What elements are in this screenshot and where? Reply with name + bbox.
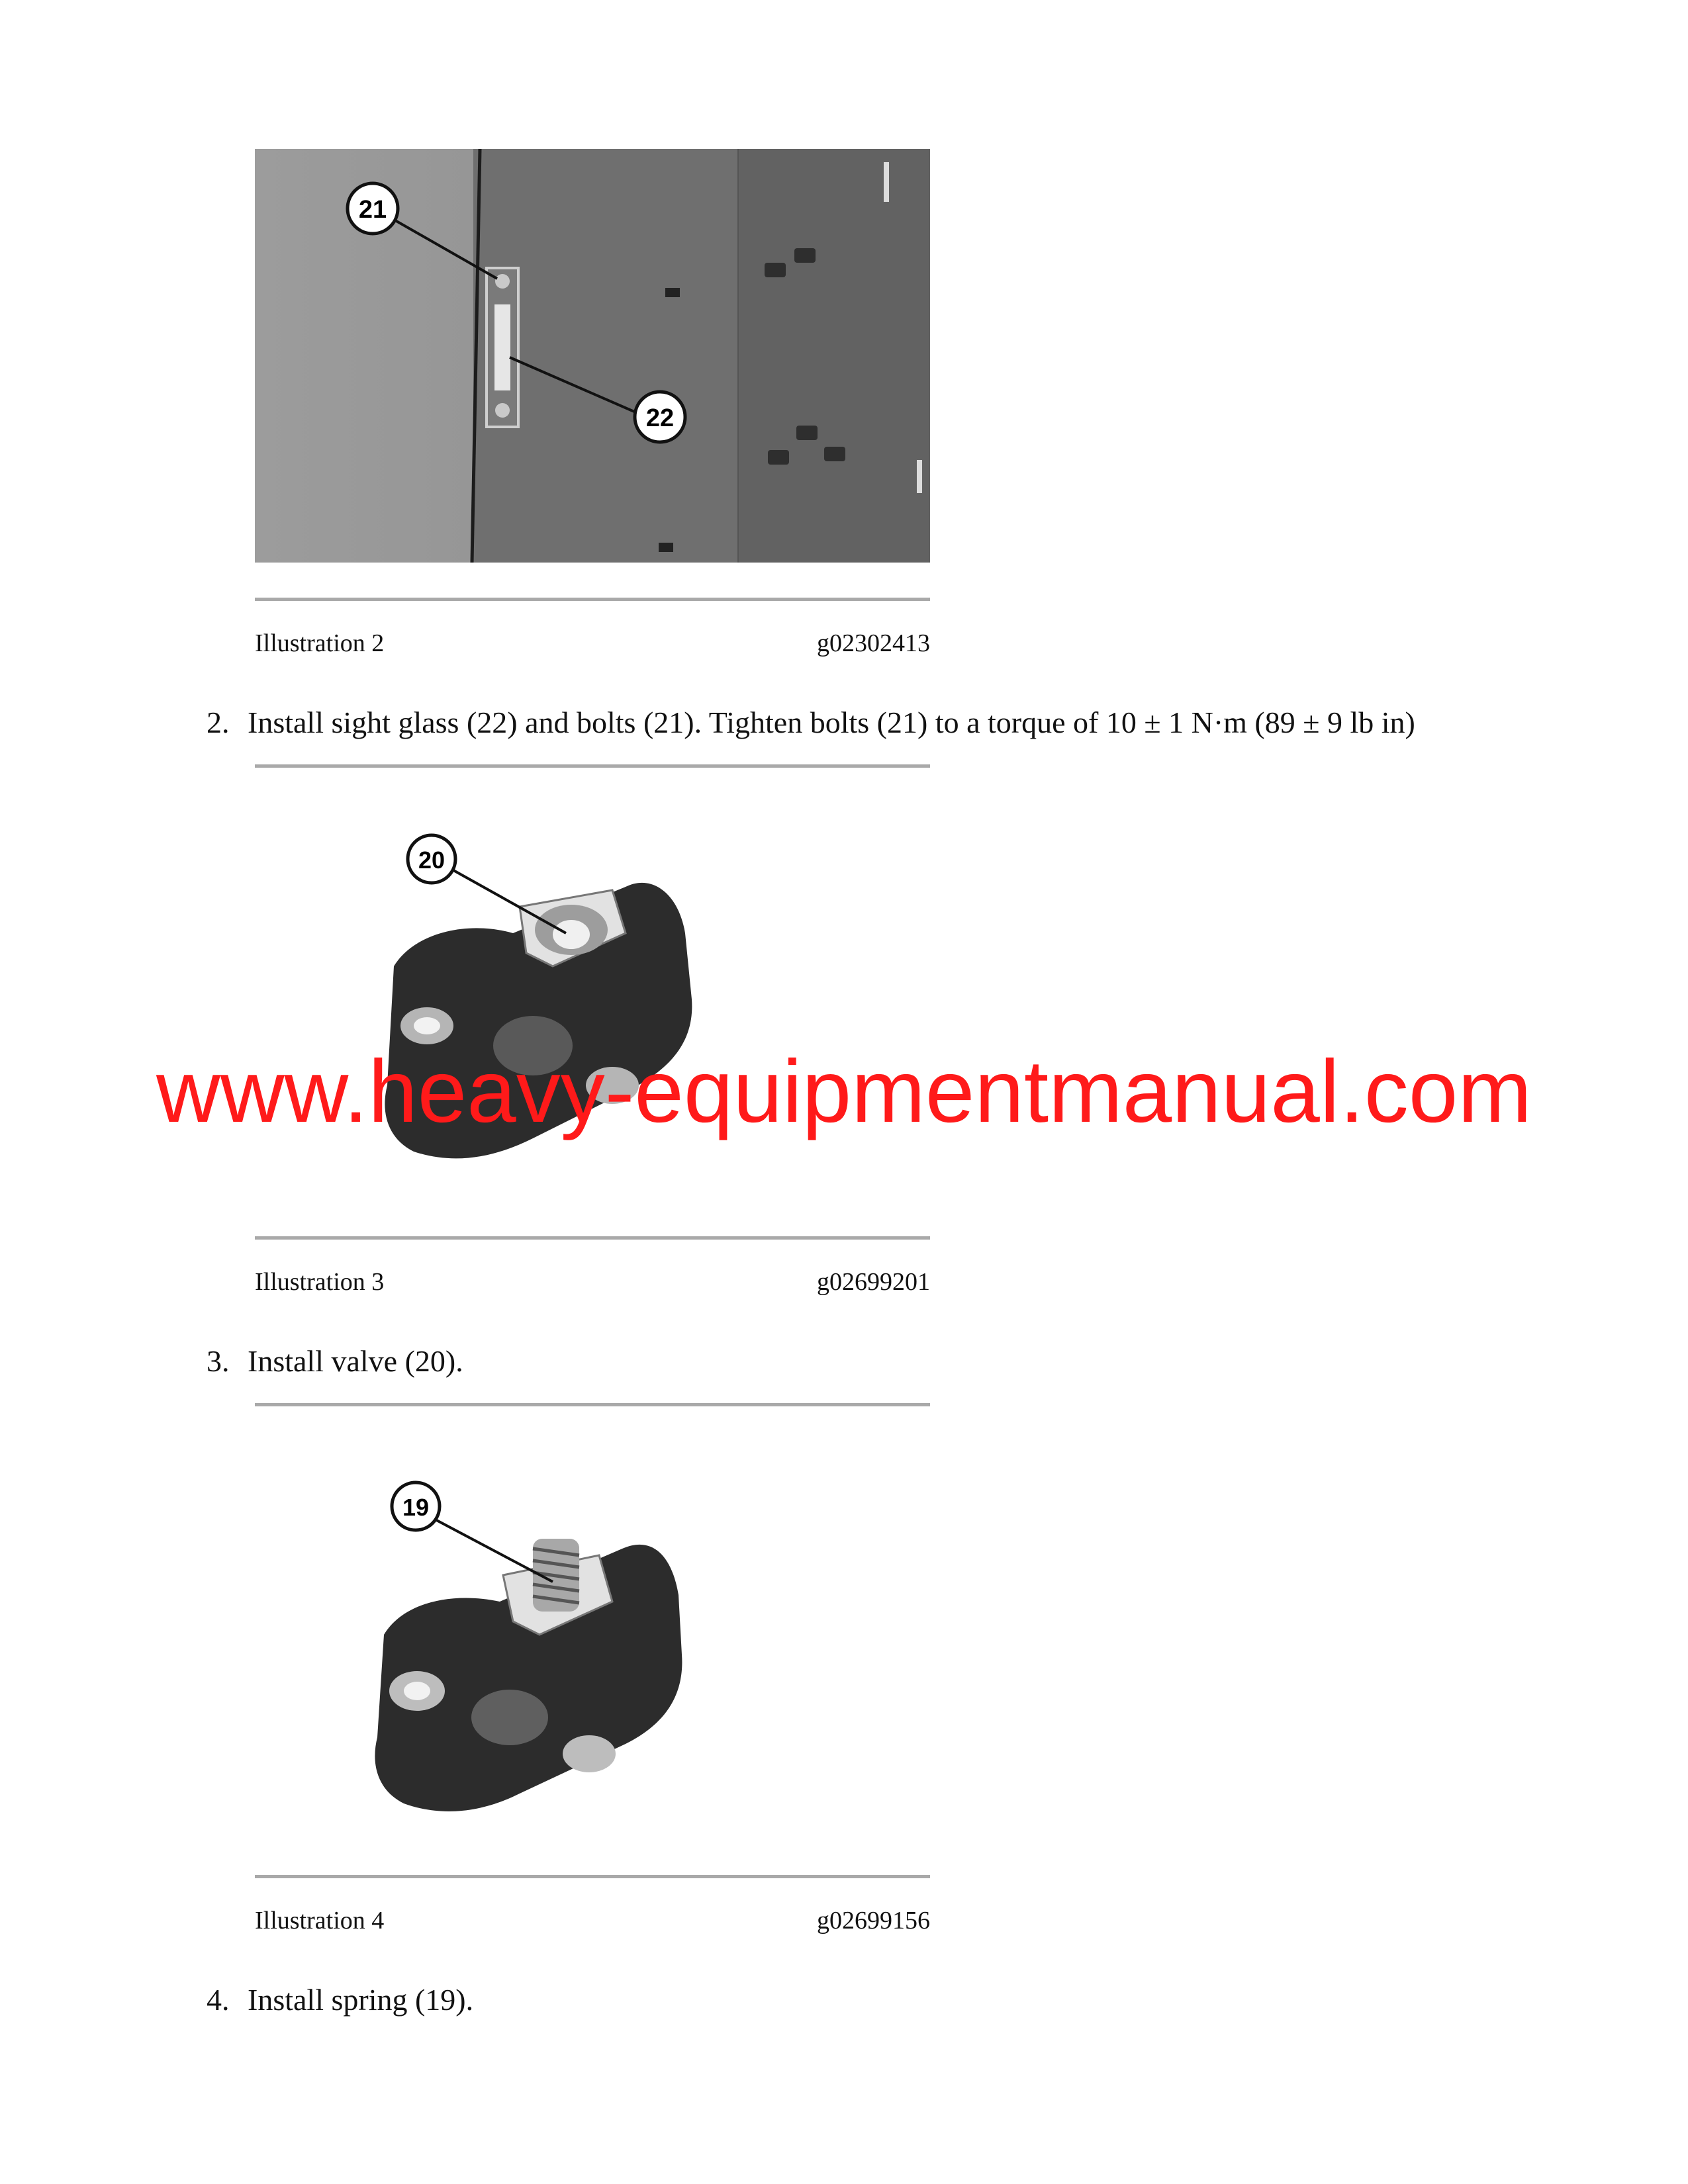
illustration-4-image xyxy=(255,1423,930,1833)
illustration-4-caption xyxy=(255,1906,930,1935)
figure-rule-top xyxy=(255,764,930,768)
caption-code: g02699156 xyxy=(817,1907,930,1934)
callout-21 xyxy=(348,183,398,234)
caption-label: Illustration 4 xyxy=(255,1907,385,1934)
step-4 xyxy=(207,1982,473,2017)
step-3 xyxy=(207,1343,463,1379)
figure-rule-bottom xyxy=(255,598,930,601)
svg-text:22: 22 xyxy=(645,404,675,432)
sight-glass-drawing xyxy=(255,149,930,563)
figure-rule-bottom xyxy=(255,1236,930,1240)
step-number: 3. xyxy=(207,1344,230,1378)
spring-housing-drawing xyxy=(255,1423,930,1833)
callout-20 xyxy=(408,835,455,883)
illustration-2-image xyxy=(255,149,930,563)
watermark-url: www.heavy-equipmentmanual.com xyxy=(156,1042,1532,1141)
caption-label: Illustration 3 xyxy=(255,1268,385,1296)
caption-label: Illustration 2 xyxy=(255,629,385,657)
step-text: Install sight glass (22) and bolts (21). Tighten bolts (21) to a torque of 10 ± 1 N·m (89 ± 9 lb in) xyxy=(248,705,1415,739)
caption-code: g02699201 xyxy=(817,1268,930,1296)
step-number: 2. xyxy=(207,705,230,739)
step-number: 4. xyxy=(207,1983,230,2017)
illustration-3-caption xyxy=(255,1267,930,1297)
step-text: Install spring (19). xyxy=(248,1983,474,2017)
caption-code: g02302413 xyxy=(817,629,930,657)
figure-rule-top xyxy=(255,1403,930,1406)
svg-text:19: 19 xyxy=(402,1494,430,1521)
step-2 xyxy=(207,705,1415,740)
step-text: Install valve (20). xyxy=(248,1344,463,1378)
svg-text:20: 20 xyxy=(418,846,445,874)
svg-text:21: 21 xyxy=(358,196,387,224)
callout-22 xyxy=(635,392,685,442)
figure-rule-bottom xyxy=(255,1875,930,1878)
callout-19 xyxy=(392,1482,440,1530)
illustration-2-caption xyxy=(255,629,930,658)
